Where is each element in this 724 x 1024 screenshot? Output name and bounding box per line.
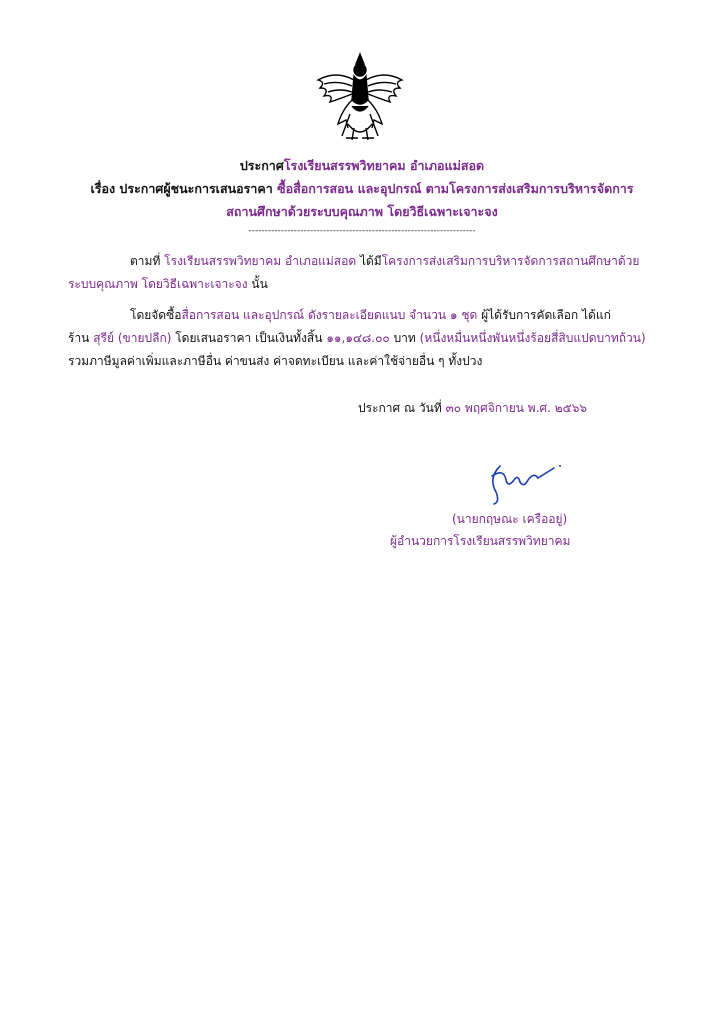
para2-baht: บาท xyxy=(389,331,420,345)
separator-line: ---------------------------------------------------------------------- xyxy=(248,226,476,236)
paragraph-2-line-2 xyxy=(68,329,646,348)
paragraph-2-line-3: รวมภาษีมูลค่าเพิ่มและภาษีอื่น ค่าขนส่ง ค่าจดทะเบียน และค่าใช้จ่ายอื่น ๆ ทั้งปวง xyxy=(68,354,483,368)
para2-price-label: โดยเสนอราคา เป็นเงินทั้งสิ้น xyxy=(171,331,327,345)
para2-suffix: ผู้ได้รับการคัดเลือก ได้แก่ xyxy=(477,308,611,322)
para1-mid: ได้มี xyxy=(356,254,382,268)
para1-project: โครงการส่งเสริมการบริหารจัดการสถานศึกษาด้วย xyxy=(381,254,640,268)
signer-position: ผู้อำนวยการโรงเรียนสรรพวิทยาคม xyxy=(390,534,571,548)
signature-mark xyxy=(470,458,570,506)
para1-end: นั้น xyxy=(247,277,268,291)
subject-main: ซื้อสื่อการสอน และอุปกรณ์ ตามโครงการส่งเสริมการบริหารจัดการ xyxy=(277,181,634,196)
para2-items: สื่อการสอน และอุปกรณ์ ดังรายละเอียดแนบ จำนวน ๑ ชุด xyxy=(181,308,478,322)
para2-shop: สุรีย์ (ขายปลีก) xyxy=(93,331,172,345)
para1-line2: ระบบคุณภาพ โดยวิธีเฉพาะเจาะจง xyxy=(68,277,248,291)
date-label: ประกาศ ณ วันที่ xyxy=(358,401,446,415)
announcement-date xyxy=(358,399,587,418)
para2-shop-label: ร้าน xyxy=(68,331,94,345)
paragraph-1-line-1 xyxy=(130,252,639,271)
para1-school: โรงเรียนสรรพวิทยาคม อำเภอแม่สอด xyxy=(164,254,357,268)
para2-prefix: โดยจัดซื้อ xyxy=(130,308,182,322)
paragraph-2-line-1 xyxy=(130,306,611,325)
title-school: โรงเรียนสรรพวิทยาคม อำเภอแม่สอด xyxy=(283,158,485,173)
garuda-emblem-icon xyxy=(312,50,408,146)
subject-label: เรื่อง ประกาศผู้ชนะการเสนอราคา xyxy=(90,181,278,196)
para2-price: ๑๑,๑๔๘.๐๐ xyxy=(326,331,390,345)
subject-line2: สถานศึกษาด้วยระบบคุณภาพ โดยวิธีเฉพาะเจาะจง xyxy=(226,204,498,219)
announcement-subject xyxy=(40,179,684,199)
announcement-title xyxy=(40,156,684,176)
title-prefix: ประกาศ xyxy=(239,158,284,173)
para2-price-text: (หนึ่งหมื่นหนึ่งพันหนึ่งร้อยสี่สิบแปดบาทถ้วน) xyxy=(419,331,646,345)
signer-name: (นายกฤษณะ เครืออยู่) xyxy=(452,512,568,526)
para1-prefix: ตามที่ xyxy=(130,254,165,268)
date-value: ๓๐ พฤศจิกายน พ.ศ. ๒๕๖๖ xyxy=(445,401,587,415)
paragraph-1-line-2 xyxy=(68,275,268,294)
